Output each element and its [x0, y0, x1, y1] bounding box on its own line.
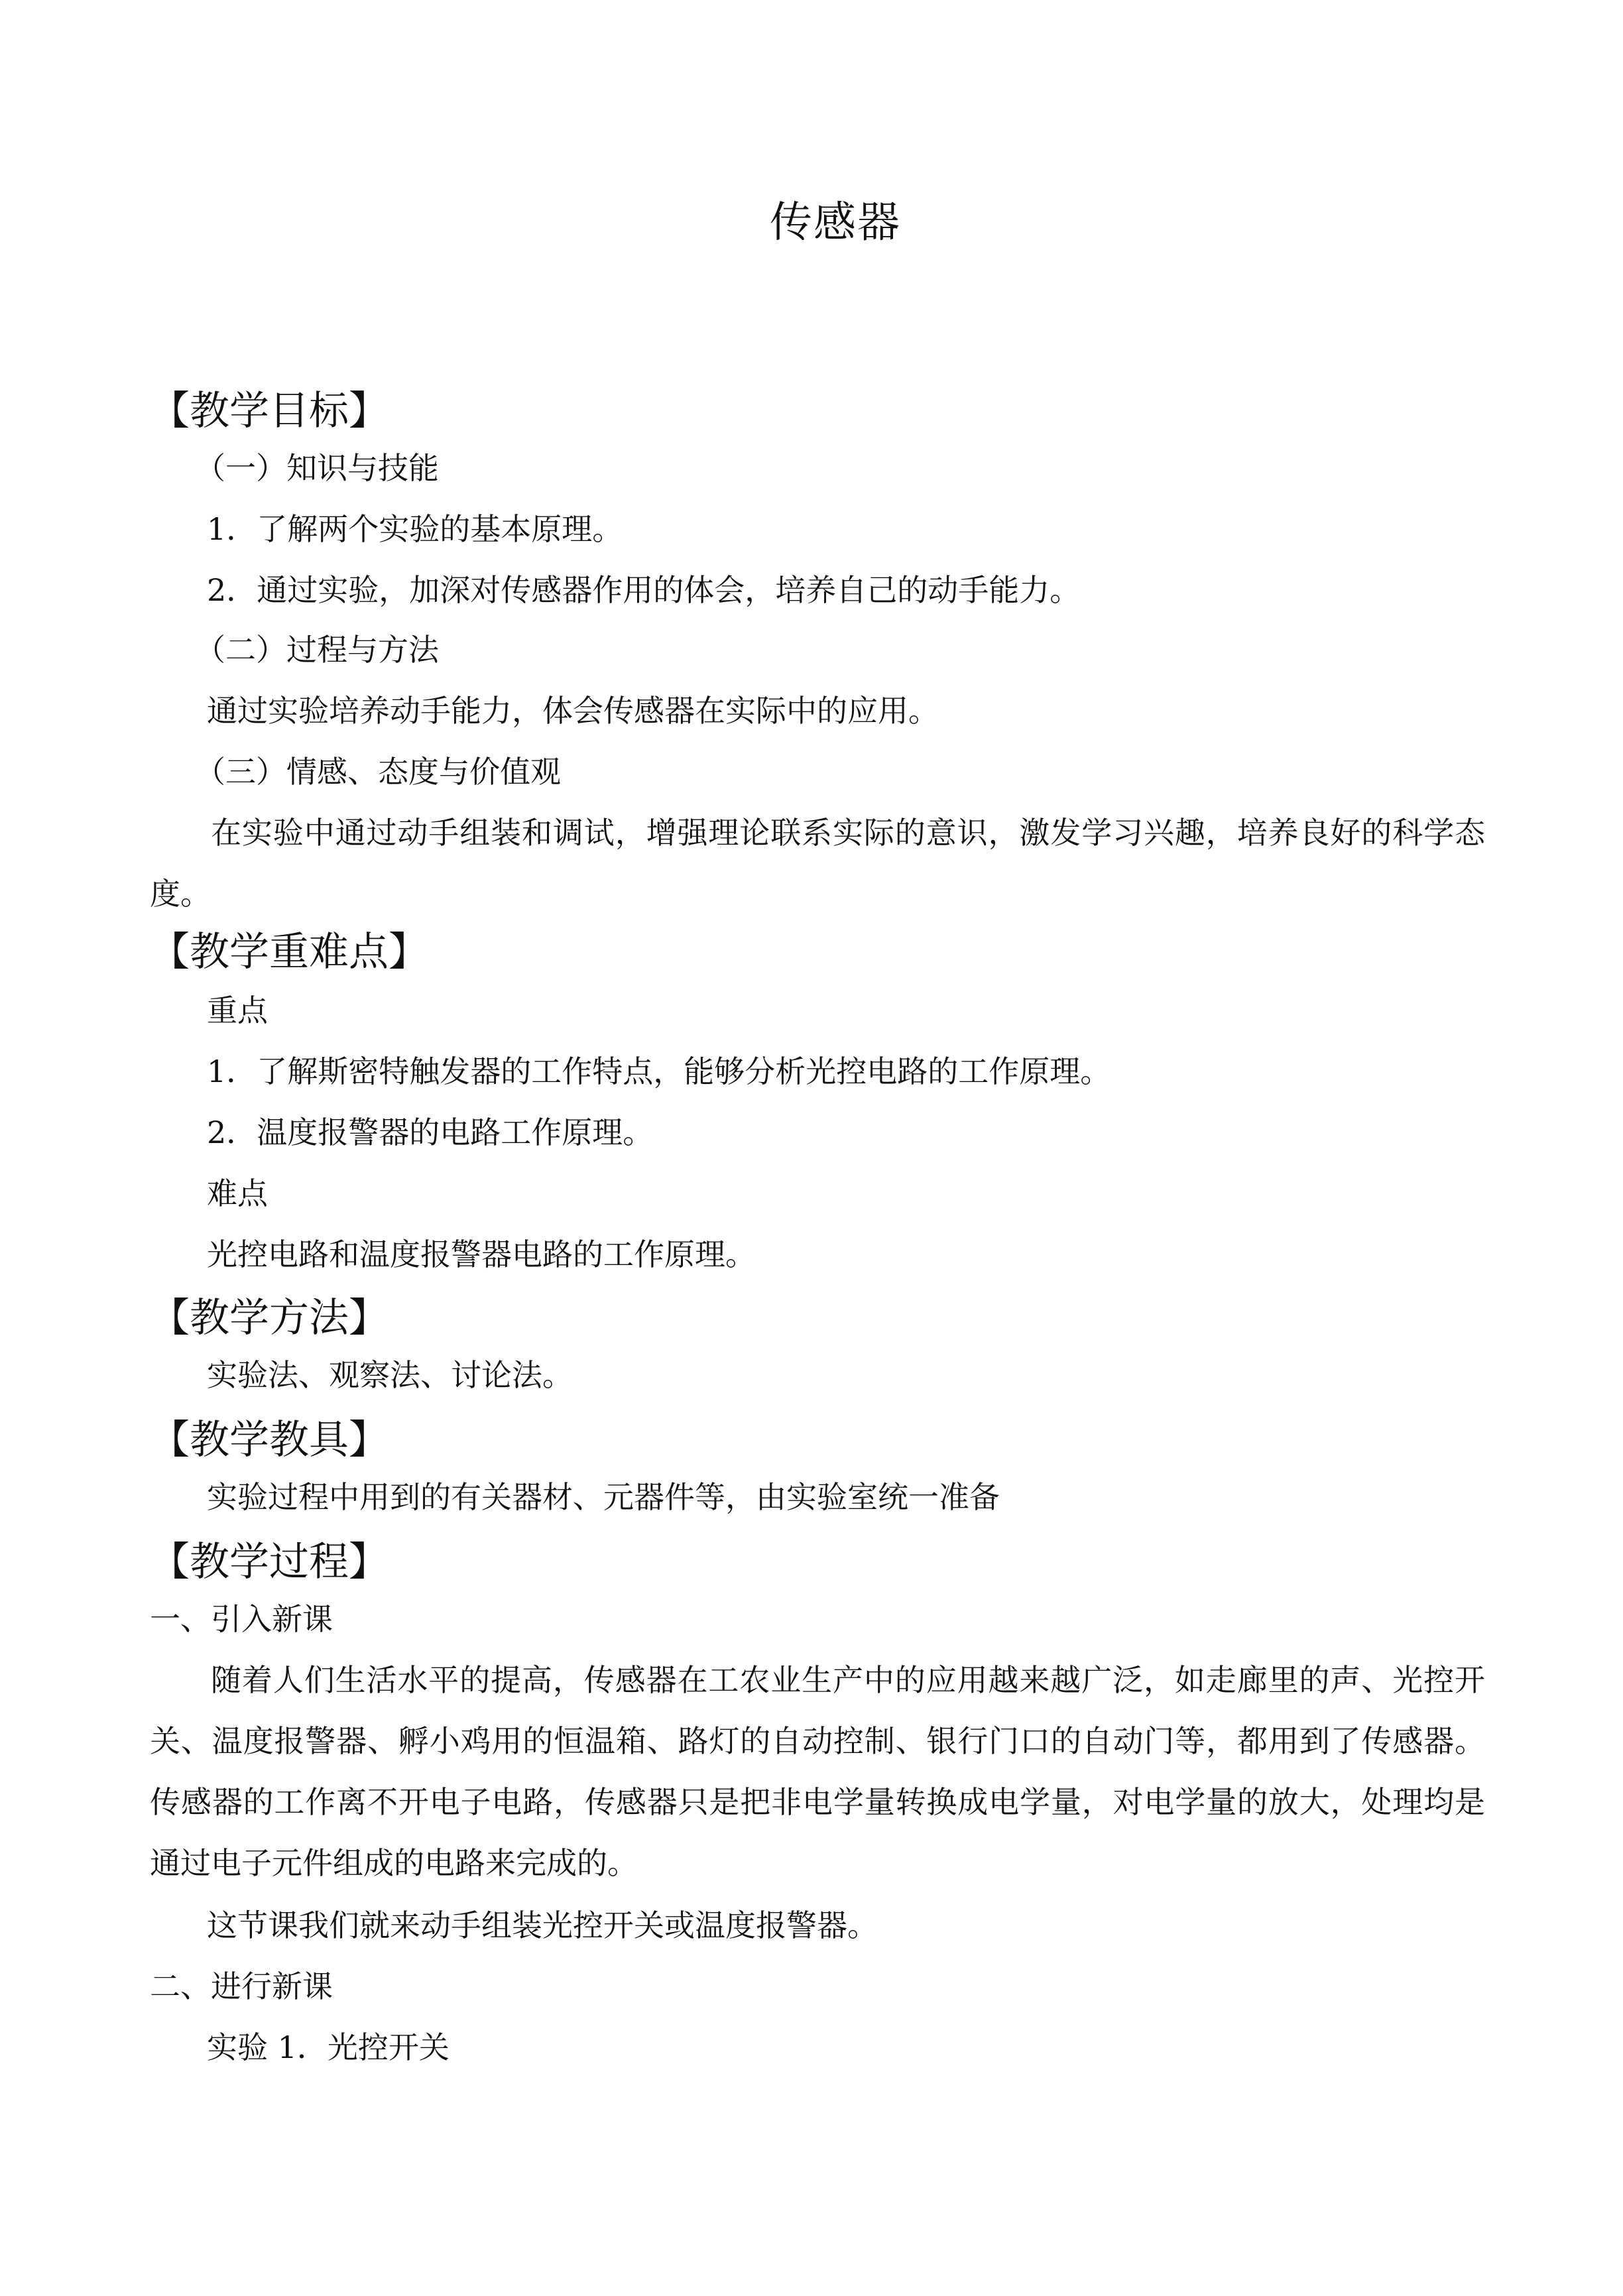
subheading-attitude-values: （三）情感、态度与价值观	[195, 754, 561, 790]
section-heading-key-points: 【教学重难点】	[150, 929, 428, 975]
tools-text: 实验过程中用到的有关器材、元器件等，由实验室统一准备	[207, 1479, 1000, 1515]
section-heading-methods: 【教学方法】	[150, 1295, 389, 1341]
subheading-knowledge-skills: （一）知识与技能	[195, 450, 439, 486]
focus-label: 重点	[207, 993, 268, 1028]
process-part1-paragraph-2: 这节课我们就来动手组装光控开关或温度报警器。	[207, 1907, 878, 1943]
process-part2-title: 二、进行新课	[150, 1968, 333, 2004]
focus-item-1: 1．了解斯密特触发器的工作特点，能够分析光控电路的工作原理。	[207, 1054, 1111, 1089]
section-heading-process: 【教学过程】	[150, 1539, 389, 1585]
document-title: 传感器	[770, 198, 901, 247]
focus-item-2: 2．温度报警器的电路工作原理。	[207, 1115, 654, 1150]
objective-item-1: 1．了解两个实验的基本原理。	[207, 511, 623, 547]
methods-text: 实验法、观察法、讨论法。	[207, 1357, 573, 1393]
objective-process-text: 通过实验培养动手能力，体会传感器在实际中的应用。	[207, 693, 939, 729]
objective-attitude-text: 在实验中通过动手组装和调试，增强理论联系实际的意识，激发学习兴趣，培养良好的科学态度。	[150, 815, 1485, 912]
difficulty-label: 难点	[207, 1176, 268, 1211]
difficulty-text: 光控电路和温度报警器电路的工作原理。	[207, 1237, 756, 1272]
process-part1-paragraph: 随着人们生活水平的提高，传感器在工农业生产中的应用越来越广泛，如走廊里的声、光控开关、温度报警器、孵小鸡用的恒温箱、路灯的自动控制、银行门口的自动门等，都用到了传感器。传感器的工作离不开电子电路，传感器只是把非电学量转换成电学量，对电学量的放大，处理均是通过电子元件组成的电路来完成的。	[150, 1662, 1485, 1881]
section-heading-objectives: 【教学目标】	[150, 388, 389, 434]
experiment-1-title: 实验 1．光控开关	[207, 2029, 450, 2065]
subheading-process-method: （二）过程与方法	[195, 632, 439, 668]
objective-item-2: 2．通过实验，加深对传感器作用的体会，培养自己的动手能力。	[207, 572, 1081, 608]
process-part1-title: 一、引入新课	[150, 1601, 333, 1637]
section-heading-tools: 【教学教具】	[150, 1417, 389, 1463]
